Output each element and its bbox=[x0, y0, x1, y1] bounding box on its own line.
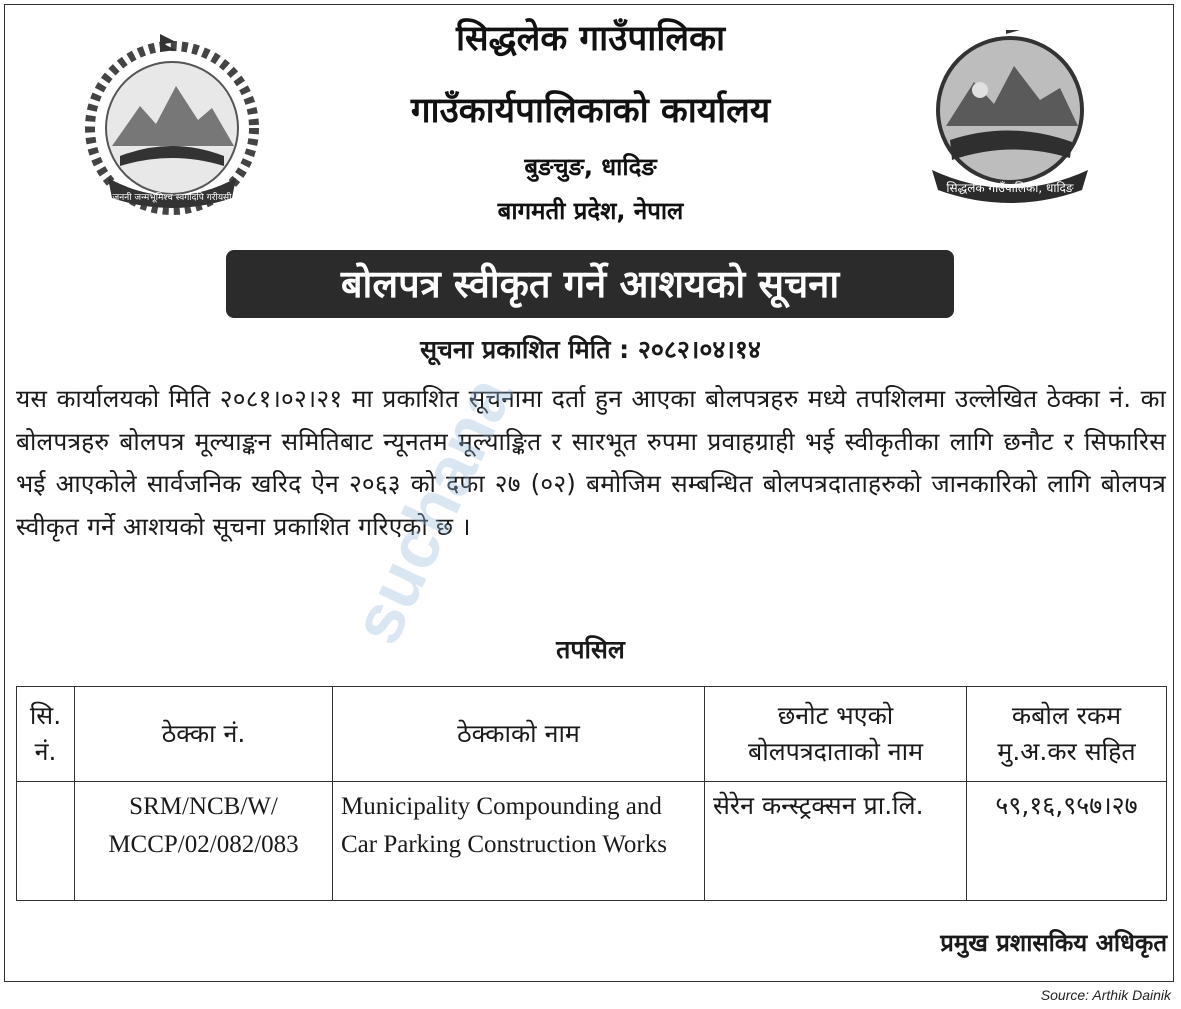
emblem-motto: जननी जन्मभूमिश्च स्वर्गादपि गरीयसी bbox=[112, 193, 232, 203]
province-name: बागमती प्रदेश, नेपाल bbox=[497, 197, 684, 225]
cell-contract-no: SRM/NCB/W/ MCCP/02/082/083 bbox=[75, 782, 333, 901]
table-header-row bbox=[17, 687, 1167, 782]
publication-date-label: सूचना प्रकाशित मिति : bbox=[420, 335, 630, 364]
table-row bbox=[17, 782, 1167, 901]
cell-contract-name: Municipality Compounding and Car Parking Construction Works bbox=[333, 782, 705, 901]
header-sn: सि. नं. bbox=[17, 687, 75, 782]
cell-sn bbox=[17, 782, 75, 901]
watermark: suchana bbox=[336, 364, 528, 656]
cell-bidder: सेरेन कन्स्ट्रक्सन प्रा.लि. bbox=[705, 782, 967, 901]
header-contract-no: ठेक्का नं. bbox=[75, 687, 333, 782]
award-table bbox=[16, 686, 1167, 901]
publication-date-line bbox=[0, 332, 1181, 366]
notice-title: बोलपत्र स्वीकृत गर्ने आशयको सूचना bbox=[226, 250, 954, 318]
publication-date: २०८२।०४।१४ bbox=[637, 335, 761, 364]
signatory-title: प्रमुख प्रशासकिय अधिकृत bbox=[940, 929, 1167, 957]
notice-paragraph: यस कार्यालयको मिति २०८१।०२।२१ मा प्रकाशित सूचनामा दर्ता हुन आएका बोलपत्रहरु मध्ये तपशिलमा उल्लेखित ठेक्का नं. का बोलपत्रहरु बोलपत्र मूल्याङ्कन समितिबाट न्यूनतम मूल्याङ्कित र सारभूत रुपमा प्रवाहग्राही भई स्वीकृतीका लागि छनौट र सिफारिस भई आएकोले सार्वजनिक खरिद ऐन २०६३ को दफा २७ (०२) बमोजिम सम्बन्धित बोलपत्रदाताहरुको जानकारिको लागि बोलपत्र स्वीकृत गर्ने आशयको सूचना प्रकाशित गरिएको छ । bbox=[16, 384, 1166, 541]
office-name: गाउँकार्यपालिकाको कार्यालय bbox=[410, 91, 771, 131]
header-contract-name: ठेक्काको नाम bbox=[333, 687, 705, 782]
header-bidder: छनोट भएको बोलपत्रदाताको नाम bbox=[705, 687, 967, 782]
office-address: बुङचुङ, धादिङ bbox=[524, 153, 657, 181]
source-credit: Source: Arthik Dainik bbox=[1040, 987, 1171, 1003]
cell-amount: ५९,१६,९५७।२७ bbox=[967, 782, 1167, 901]
header-amount: कबोल रकम मु.अ.कर सहित bbox=[967, 687, 1167, 782]
logo-caption: सिद्धलेक गाउँपालिका, धादिङ bbox=[946, 181, 1074, 195]
details-heading: तपसिल bbox=[556, 635, 625, 664]
municipality-name: सिद्धलेक गाउँपालिका bbox=[455, 19, 726, 59]
